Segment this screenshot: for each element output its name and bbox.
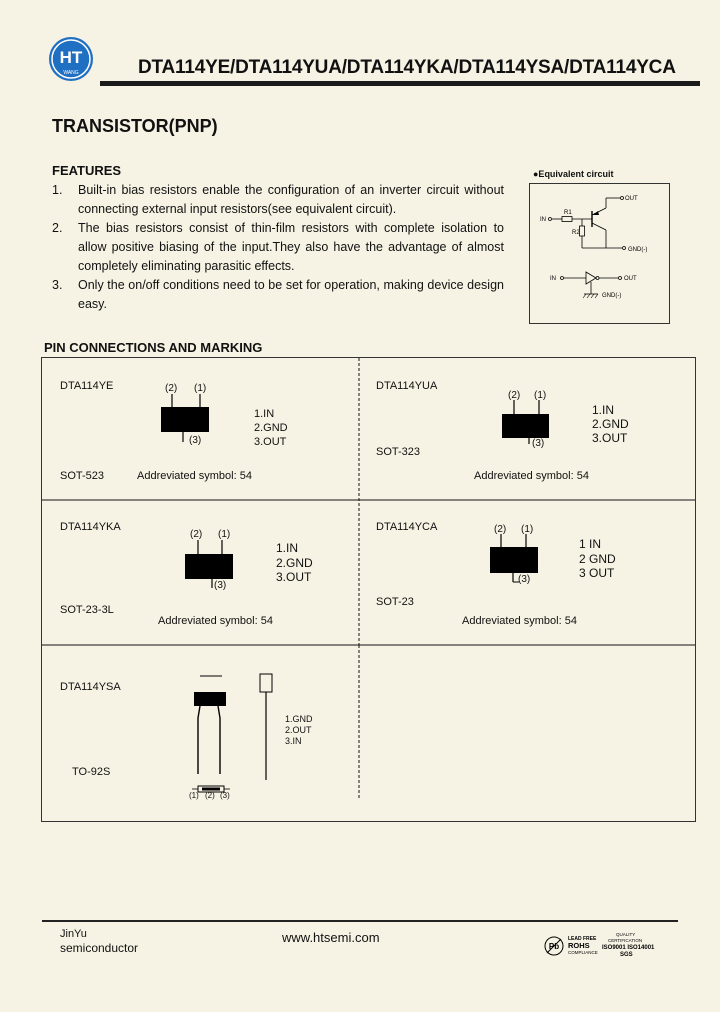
equivalent-circuit-label: ●Equivalent circuit: [533, 169, 614, 179]
iso-text: ISO9001 ISO14001: [602, 945, 655, 951]
circuit-gnd-label: GND(-): [628, 247, 648, 253]
lead-free-text: LEAD FREE: [568, 936, 597, 942]
pin-label: (2): [165, 383, 178, 394]
pin-connections-table: [41, 357, 696, 822]
feature-text: Built-in bias resistors enable the configuration of an inverter circuit without connecting external input resistors(see equivalent circuit).: [78, 183, 504, 216]
pin-item: 1 IN: [579, 537, 602, 551]
company-line-1: JinYu: [60, 928, 87, 940]
pin-item: 2.GND: [276, 555, 313, 570]
pin-label: (2): [205, 791, 215, 800]
header-rule: [100, 81, 700, 86]
pin-label: (1): [534, 390, 547, 401]
package-sot23-3l: [184, 540, 234, 588]
pin-item: 3.OUT: [254, 436, 287, 448]
marking-symbol: Addreviated symbol: 54: [158, 615, 273, 627]
pin-list: [579, 537, 616, 581]
pin-label: (3): [518, 574, 531, 585]
package-name: SOT-523: [60, 470, 105, 482]
marking-symbol: Addreviated symbol: 54: [462, 615, 577, 627]
pin-item: 3 OUT: [579, 566, 615, 580]
package-name: TO-92S: [72, 766, 111, 778]
package-name: SOT-23-3L: [60, 604, 114, 616]
circuit-gnd2-label: GND(-): [602, 293, 622, 299]
feature-number: 3.: [52, 278, 63, 292]
pin-list: [254, 407, 288, 449]
pin-label: (2): [494, 524, 507, 535]
document-title: TRANSISTOR(PNP): [52, 116, 218, 136]
pin-item: 3.IN: [285, 736, 302, 746]
pin-item: 2.GND: [592, 417, 629, 431]
website-url: www.htsemi.com: [282, 930, 380, 945]
pin-label: (3): [214, 580, 227, 591]
feature-text: The bias resistors consist of thin-film resistors with complete isolation to allow positive biasing of the input.They also have the advantage of almost completely eliminating parasitic effects.: [78, 221, 504, 273]
feature-item: [52, 276, 504, 314]
pb-mark: Pb: [548, 942, 560, 951]
package-name: SOT-23: [376, 596, 414, 608]
pin-item: 3.OUT: [276, 570, 312, 584]
resistor-r2: [580, 226, 585, 236]
pin-item: 2.OUT: [285, 725, 312, 735]
company-logo: [48, 36, 94, 82]
pin-item: 3.OUT: [592, 431, 628, 445]
marking-symbol: Addreviated symbol: 54: [474, 470, 589, 482]
feature-item: [52, 219, 504, 276]
pin-label: (3): [220, 791, 230, 800]
pin-item: 2.GND: [254, 422, 288, 434]
feature-text: Only the on/off conditions need to be set for operation, making device design easy.: [78, 278, 504, 311]
circuit-r1-label: R1: [564, 210, 572, 216]
resistor-r1: [562, 217, 572, 222]
circuit-r2-label: R2: [572, 230, 580, 236]
equivalent-circuit-diagram: [529, 183, 670, 324]
pin-label: (3): [189, 435, 202, 446]
pin-label: (1): [218, 529, 231, 540]
pin-label: (1): [194, 383, 207, 394]
pin-list: [592, 403, 629, 445]
device-name-dta114ysa: DTA114YSA: [60, 681, 121, 693]
features-heading: FEATURES: [52, 163, 122, 178]
pin-connections-heading: PIN CONNECTIONS AND MARKING: [44, 340, 263, 355]
certification-marks: [544, 932, 674, 964]
compliance-text: COMPLIANCE: [568, 950, 598, 955]
pin-label: (1): [521, 524, 534, 535]
footer-rule: [42, 920, 678, 922]
marking-symbol: Addreviated symbol: 54: [137, 470, 252, 482]
pin-item: 2 GND: [579, 551, 616, 566]
pin-item: 1.GND: [285, 714, 313, 724]
pin-label: (3): [532, 438, 545, 449]
circuit-out-label: OUT: [625, 196, 638, 202]
package-to92s: [188, 670, 288, 808]
company-line-2: semiconductor: [60, 941, 139, 955]
feature-number: 1.: [52, 183, 63, 197]
package-sot523: [160, 394, 210, 442]
pin-list: [276, 541, 313, 585]
pin-label: (2): [190, 529, 203, 540]
logo-text: HT: [59, 48, 83, 67]
quality-text: QUALITY: [616, 932, 636, 937]
feature-item: [52, 181, 504, 219]
pin-label: (2): [508, 390, 521, 401]
certification-text: CERTIFICATION: [608, 938, 643, 943]
device-name-dta114yca: DTA114YCA: [376, 521, 438, 533]
pin-item: 1.IN: [592, 403, 615, 417]
header-title: DTA114YE/DTA114YUA/DTA114YKA/DTA114YSA/DTA114YCA: [138, 57, 676, 78]
pin-list: [285, 714, 313, 747]
circuit-in-label: IN: [540, 217, 546, 223]
circuit-in2-label: IN: [550, 276, 556, 282]
device-name-dta114yka: DTA114YKA: [60, 521, 121, 533]
package-name: SOT-323: [376, 446, 421, 458]
package-sot23: [489, 534, 539, 584]
features-list: [52, 181, 504, 314]
device-name-dta114yua: DTA114YUA: [376, 380, 438, 392]
circuit-out2-label: OUT: [624, 276, 637, 282]
pin-item: 1.IN: [276, 541, 299, 555]
logo-subtext: WANG: [63, 70, 79, 76]
sgs-text: SGS: [620, 952, 633, 958]
footer-company: [60, 927, 138, 955]
feature-number: 2.: [52, 221, 63, 235]
pin-item: 1.IN: [254, 408, 275, 420]
pin-label: (1): [189, 791, 199, 800]
device-name-dta114ye: DTA114YE: [60, 380, 114, 392]
rohs-text: ROHS: [568, 941, 590, 950]
